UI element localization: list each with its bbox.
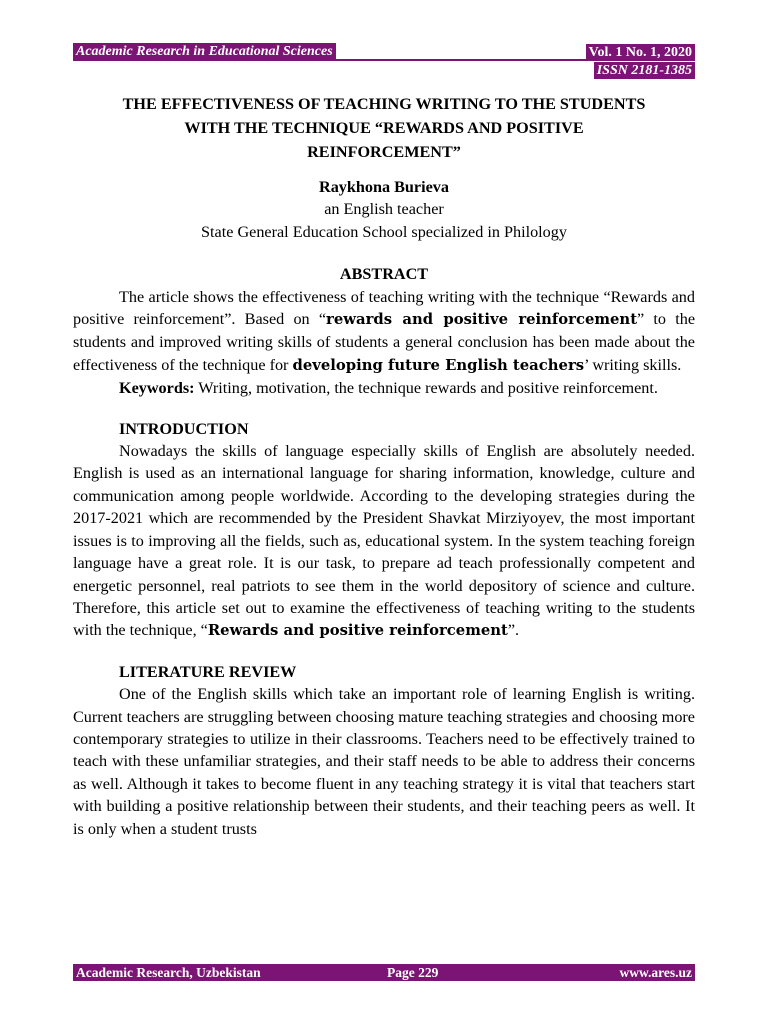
introduction-emphasis: Rewards and positive reinforcement (207, 622, 508, 640)
issn-label: ISSN 2181-1385 (594, 62, 695, 79)
author-affiliation: State General Education School specialized in Philology (201, 222, 567, 241)
introduction-text (73, 440, 695, 643)
abstract-text-part: ’ writing skills. (584, 355, 682, 374)
abstract-emphasis: developing future English teachers (292, 356, 585, 374)
abstract-text (73, 286, 695, 378)
keywords-list: Writing, motivation, the technique rewards and positive reinforcement. (194, 379, 658, 398)
literature-review-heading: LITERATURE REVIEW (119, 662, 297, 681)
journal-name: Academic Research in Educational Sciences (73, 43, 336, 60)
author-name: Raykhona Burieva (319, 178, 449, 196)
title-line: REINFORCEMENT” (307, 143, 461, 161)
article-body (73, 92, 695, 840)
abstract-emphasis: rewards and positive reinforcement (326, 311, 638, 329)
page-number: Page 229 (387, 965, 439, 980)
abstract-heading: ABSTRACT (339, 265, 429, 284)
literature-review-text: One of the English skills which take an important role of learning English is writing. Current teachers are struggling between choosing mature teaching strategies and choosing more contemporary strategies to utilize in their classrooms. Teachers need to be effectively trained to teach with these unfamiliar strategies, and their staff needs to be able to address their concerns as well. Although it takes to become fluent in any teaching strategy it is vital that teachers start with building a positive relationship between their students, and their teaching peers as well. It is only when a student trusts (73, 685, 695, 838)
abstract-text-part: The article shows the effectiveness of teaching writing with the technique “Rewards and positive reinforcement”. Based on “ (73, 287, 695, 329)
page-footer (73, 964, 695, 981)
footer-url: www.ares.uz (619, 965, 692, 980)
abstract-text-part: ” to the students and improved writing skills of students a general conclusion has been made about the effectiveness of the technique for (73, 310, 695, 374)
title-line: WITH THE TECHNIQUE “REWARDS AND POSITIVE (184, 119, 584, 137)
introduction-text-part: Nowadays the skills of language especially skills of English are absolutely needed. English is used as an international language for sharing information, knowledge, culture and communication among people worldwide. According to the developing strategies during the 2017-2021 which are recommended by the President Shavkat Mirziyoyev, the most important issues is to improving all the fields, such as, educational system. In the system teaching foreign language have a great role. It is our task, to prepare ad teach professionally competent and energetic personnel, real patriots to see them in the world depository of science and culture. Therefore, this article set out to examine the effectiveness of teaching writing to the students with the technique, “ (73, 442, 695, 640)
author-role: an English teacher (324, 200, 444, 219)
volume-label: Vol. 1 No. 1, 2020 (586, 44, 695, 61)
header-issue-info (586, 43, 695, 79)
keywords (73, 377, 695, 399)
title-line: THE EFFECTIVENESS OF TEACHING WRITING TO THE STUDENTS (122, 95, 646, 113)
introduction-heading: INTRODUCTION (119, 419, 249, 438)
article-title (73, 92, 695, 164)
introduction-text-part: ”. (507, 621, 520, 640)
keywords-label: Keywords: (119, 379, 195, 398)
footer-publisher: Academic Research, Uzbekistan (76, 965, 261, 980)
